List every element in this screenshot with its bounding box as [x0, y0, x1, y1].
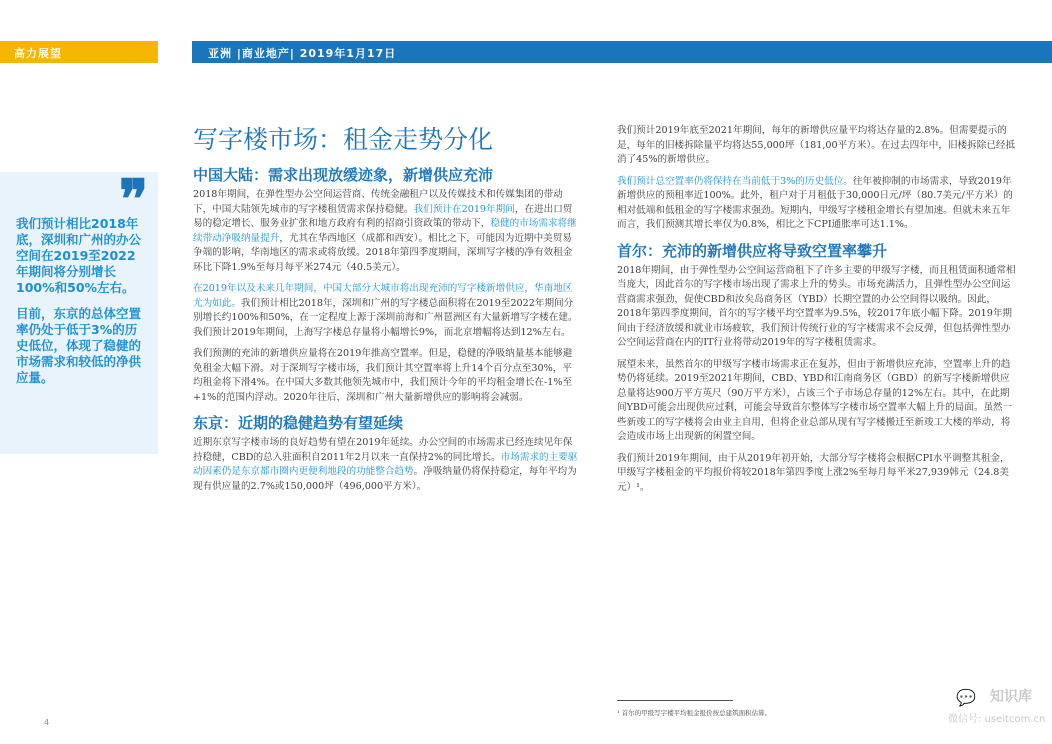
- tokyo-paragraph-1: 近期东京写字楼市场的良好趋势有望在2019年延续。办公空间的市场需求已经连续见年保持稳健，CBD的总入驻面积自2011年2月以来一直保持2%的同比增长。市场需求的主要驱动因素仍是东京都市圈内更便利地段的功能整合趋势。净吸纳量仍将保持稳定，每年平均为现有供应量的2.7%或150,000坪（496,000平方米）。: [193, 437, 578, 492]
- section-title-seoul: 首尔：充沛的新增供应将导致空置率攀升: [617, 241, 888, 260]
- watermark-title: 知识库: [990, 689, 1032, 705]
- footnote: ¹ 首尔的甲级写字楼平均租金报价按总建筑面积估算。: [617, 709, 772, 717]
- page-number: 4: [44, 718, 50, 727]
- tokyo-paragraph-2: 我们预计2019年底至2021年期间，每年的新增供应量平均将达存量的2.8%。但需要提示的是，每年的旧楼拆除量平均将达55,000坪（181,00平方米）。在过去四年中，旧楼拆除已经抵消了45%的新增供应。: [617, 125, 1016, 165]
- quote-text: [16, 216, 148, 396]
- header-left-bar: [0, 41, 158, 63]
- china-paragraph-1: 2018年期间，在弹性型办公空间运营商、传统金融租户以及传媒技术和传媒集团的带动下，中国大陆领先城市的写字楼租赁需求保持稳健。我们预计在2019年期间，在进出口贸易的稳定增长、服务业扩张和地方政府有利的招商引资政策的带动下，稳健的市场需求将继续带动净吸纳量提升，尤其在华西地区（成都和西安）。相比之下，可能因为近期中美贸易争端的影响，华南地区的需求或将放缓。2018年第四季度期间，深圳写字楼的净有效租金环比下降1.9%至每月每平米274元（40.5美元）。: [193, 189, 577, 273]
- sidebar-quote: [0, 167, 158, 454]
- china-paragraph-2: 在2019年以及未来几年期间，中国大部分大城市将出现充沛的写字楼新增供应，华南地区尤为如此。我们预计相比2018年，深圳和广州的写字楼总面积将在2019至2022年期间分别增长约100%和50%，在一定程度上源于深圳前海和广州琶洲区有大量新增写字楼在建。我们预计2019年期间，上海写字楼总存量将小幅增长9%，而北京增幅将达到12%左右。: [193, 283, 578, 338]
- header-right-label: 亚洲 |商业地产| 2019年1月17日: [208, 47, 397, 60]
- watermark: [948, 682, 1048, 732]
- tokyo-paragraph-3: 我们预计总空置率仍将保持在当前低于3%的历史低位。往年被抑制的市场需求，导致2019年新增供应的预租率近100%。此外，租户对于月租低于30,000日元/坪（80.7美元/平方米）的相对低端和低租金的写字楼需求强劲。短期内，甲级写字楼租金增长有望加速。但就未来五年而言，我们预测其增长率仅为0.8%，相比之下CPI通胀率可达1.1%。: [617, 175, 1013, 230]
- seoul-paragraph-1: 2018年期间，由于弹性型办公空间运营商租下了许多主要的甲级写字楼，而且租赁面积通常相当庞大，因此首尔的写字楼市场出现了需求上升的势头。市场充满活力，且弹性型办公空间运营商需求强劲，促使CBD和汝矣岛商务区（YBD）长期空置的办公空间得以吸纳。因此，2018年第四季度期间，首尔的写字楼平均空置率为9.5%，较2017年底小幅下降。2019年期间由于经济放缓和就业市场疲软，我们预计传统行业的写字楼需求不会反弹，但包括弹性型办公空间运营商在内的IT行业将带动2019年的写字楼租赁需求。: [617, 264, 1016, 348]
- quote-paragraph-2: 目前，东京的总体空置率仍处于低于3%的历史低位，体现了稳健的市场需求和较低的净供应量。: [16, 306, 142, 385]
- right-column: [617, 124, 1017, 502]
- quote-icon: ❞: [118, 167, 148, 231]
- quote-paragraph-1: 我们预计相比2018年底，深圳和广州的办公空间在2019至2022年期间将分别增长100%和50%左右。: [16, 216, 142, 295]
- footnote-divider: [617, 700, 733, 701]
- section-title-china: 中国大陆：需求出现放缓迹象，新增供应充沛: [193, 166, 494, 184]
- seoul-paragraph-2: 展望未来，虽然首尔的甲级写字楼市场需求正在复苏，但由于新增供应充沛，空置率上升的趋势仍将延续。2019至2021年期间，CBD、YBD和江南商务区（GBD）的新写字楼新增供应总量将达900万平方英尺（90万平方米），占该三个子市场总存量的12%左右。其中，在此期间YBD可能会出现供应过剩，可能会导致首尔整体写字楼市场空置率大幅上升的局面。虽然一些新竣工的写字楼将会由业主自用，但将企业总部从现有写字楼搬迁至新竣工大楼的举动，将会造成市场上出现新的闲置空间。: [617, 358, 1013, 442]
- page-title: 写字楼市场：租金走势分化: [193, 125, 494, 154]
- header-right-bar: [192, 41, 1052, 63]
- watermark-subtitle: 微信号: useitcom.cn: [948, 714, 1046, 725]
- china-paragraph-3: 我们预测的充沛的新增供应量将在2019年推高空置率。但是，稳健的净吸纳量基本能够避免租金大幅下滑。对于深圳写字楼市场，我们预计其空置率将上升14个百分点至30%，平均租金将下滑4%。在中国大多数其他领先城市中，我们预计今年的平均租金增长在-1%至+1%的范围内浮动。2020年往后，深圳和广州大量新增供应的影响将会减弱。: [193, 348, 573, 403]
- left-column: [193, 124, 579, 501]
- seoul-paragraph-3: 我们预计2019年期间，由于从2019年初开始，大部分写字楼将会根据CPI水平调整其租金，甲级写字楼租金的平均报价将较2018年第四季度上涨2%至每月每平米27,939韩元（24.8美元）¹。: [617, 452, 1010, 493]
- section-title-tokyo: 东京：近期的稳健趋势有望延续: [193, 414, 404, 432]
- wechat-icon: 💬: [956, 688, 976, 707]
- header-left-label: 高力展望: [14, 47, 62, 60]
